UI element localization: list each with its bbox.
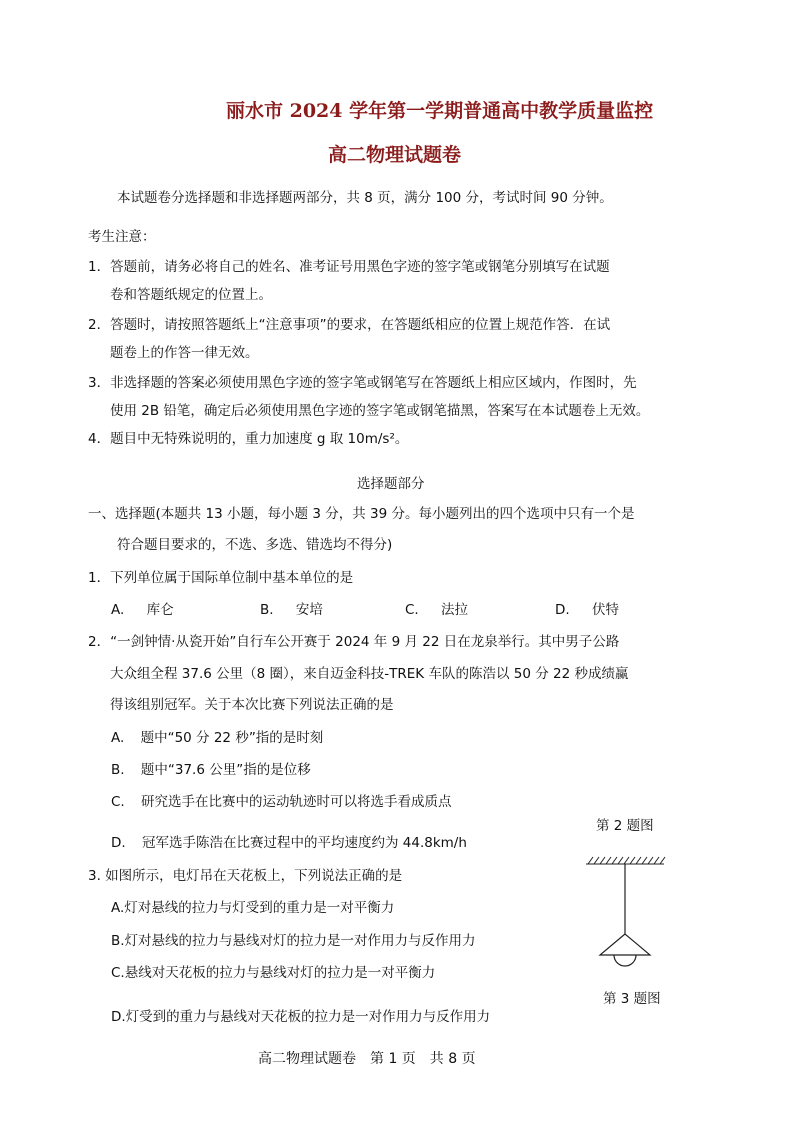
option-text: 悬线对天花板的拉力与悬线对灯的拉力是一对平衡力	[124, 965, 436, 981]
exam-subtitle: 高二物理试题卷	[328, 144, 462, 166]
option-text: 冠军选手陈浩在比赛过程中的平均速度约为 44.8km/h	[141, 835, 467, 851]
option-letter: D.	[111, 1009, 126, 1025]
option-letter: D.	[555, 602, 570, 618]
option-text: 研究选手在比赛中的运动轨迹时可以将选手看成质点	[141, 794, 452, 810]
q1-option-c	[405, 598, 468, 618]
option-text: 题中“37.6 公里”指的是位移	[140, 762, 311, 778]
option-text: 法拉	[441, 602, 469, 618]
option-letter: A.	[111, 900, 125, 916]
q2-option-d	[111, 831, 467, 851]
notice-item-1-cont: 卷和答题纸规定的位置上。	[110, 287, 272, 303]
question-2-stem-cont1: 大众组全程 37.6 公里（8 圈），来自迈金科技-TREK 车队的陈浩以 50 分 22 秒成绩赢	[110, 666, 629, 682]
q2-option-c	[111, 790, 452, 810]
lampshade	[600, 934, 650, 955]
intro-text: 本试题卷分选择题和非选择题两部分，共 8 页，满分 100 分，考试时间 90 分钟。	[117, 190, 613, 206]
bulb	[614, 955, 636, 966]
notice-heading: 考生注意：	[88, 229, 156, 245]
option-letter: B.	[111, 762, 125, 778]
page-footer: 高二物理试题卷 第 1 页 共 8 页	[258, 1051, 476, 1067]
question-1-stem: 1．下列单位属于国际单位制中基本单位的是	[88, 570, 354, 586]
notice-item-2: 2．答题时，请按照答题纸上“注意事项”的要求，在答题纸相应的位置上规范作答．在试	[88, 317, 611, 333]
q3-option-d	[111, 1005, 490, 1025]
q2-option-a	[111, 726, 323, 746]
option-letter: A.	[111, 730, 125, 746]
option-letter: C.	[111, 965, 125, 981]
question-3-stem: 3. 如图所示，电灯吊在天花板上，下列说法正确的是	[88, 868, 403, 884]
q2-figure-caption: 第 2 题图	[596, 818, 654, 834]
lamp-figure	[580, 852, 670, 982]
section-title: 选择题部分	[357, 476, 425, 492]
notice-item-1: 1．答题前，请务必将自己的姓名、准考证号用黑色字迹的签字笔或钢笔分别填写在试题	[88, 259, 610, 275]
option-text: 灯对悬线的拉力与灯受到的重力是一对平衡力	[124, 900, 395, 916]
exam-title: 丽水市 2024 学年第一学期普通高中教学质量监控	[226, 100, 654, 122]
option-letter: B.	[260, 602, 274, 618]
question-2-stem: 2．“一剑钟情·从瓷开始”自行车公开赛于 2024 年 9 月 22 日在龙泉举行。其中男子公路	[88, 634, 620, 650]
option-text: 灯受到的重力与悬线对天花板的拉力是一对作用力与反作用力	[125, 1009, 491, 1025]
q3-option-b	[111, 929, 476, 949]
option-text: 库仑	[146, 602, 174, 618]
q3-option-c	[111, 961, 435, 981]
notice-item-3: 3．非选择题的答案必须使用黑色字迹的签字笔或钢笔写在答题纸上相应区域内，作图时，先	[88, 375, 637, 391]
q1-option-b	[260, 598, 323, 618]
part-instructions: 一、选择题(本题共 13 小题，每小题 3 分，共 39 分。每小题列出的四个选项中只有一个是	[88, 506, 635, 522]
ceiling-hatch	[586, 857, 665, 864]
q3-option-a	[111, 896, 394, 916]
q1-option-d	[555, 598, 619, 618]
option-letter: D.	[111, 835, 126, 851]
q2-option-b	[111, 758, 311, 778]
option-text: 伏特	[591, 602, 619, 618]
option-letter: A.	[111, 602, 125, 618]
q3-figure-caption: 第 3 题图	[603, 991, 661, 1007]
option-text: 灯对悬线的拉力与悬线对灯的拉力是一对作用力与反作用力	[124, 933, 476, 949]
option-text: 题中“50 分 22 秒”指的是时刻	[140, 730, 324, 746]
option-letter: C.	[405, 602, 419, 618]
notice-item-4: 4．题目中无特殊说明的，重力加速度 g 取 10m/s²。	[88, 431, 409, 447]
option-letter: B.	[111, 933, 125, 949]
q1-option-a	[111, 598, 174, 618]
notice-item-3-cont: 使用 2B 铅笔，确定后必须使用黑色字迹的签字笔或钢笔描黑，答案写在本试题卷上无效。	[110, 403, 650, 419]
question-2-stem-cont2: 得该组别冠军。关于本次比赛下列说法正确的是	[110, 697, 394, 713]
option-letter: C.	[111, 794, 125, 810]
part-instructions-cont: 符合题目要求的，不选、多选、错选均不得分)	[117, 537, 393, 553]
notice-item-2-cont: 题卷上的作答一律无效。	[110, 345, 259, 361]
option-text: 安培	[295, 602, 323, 618]
